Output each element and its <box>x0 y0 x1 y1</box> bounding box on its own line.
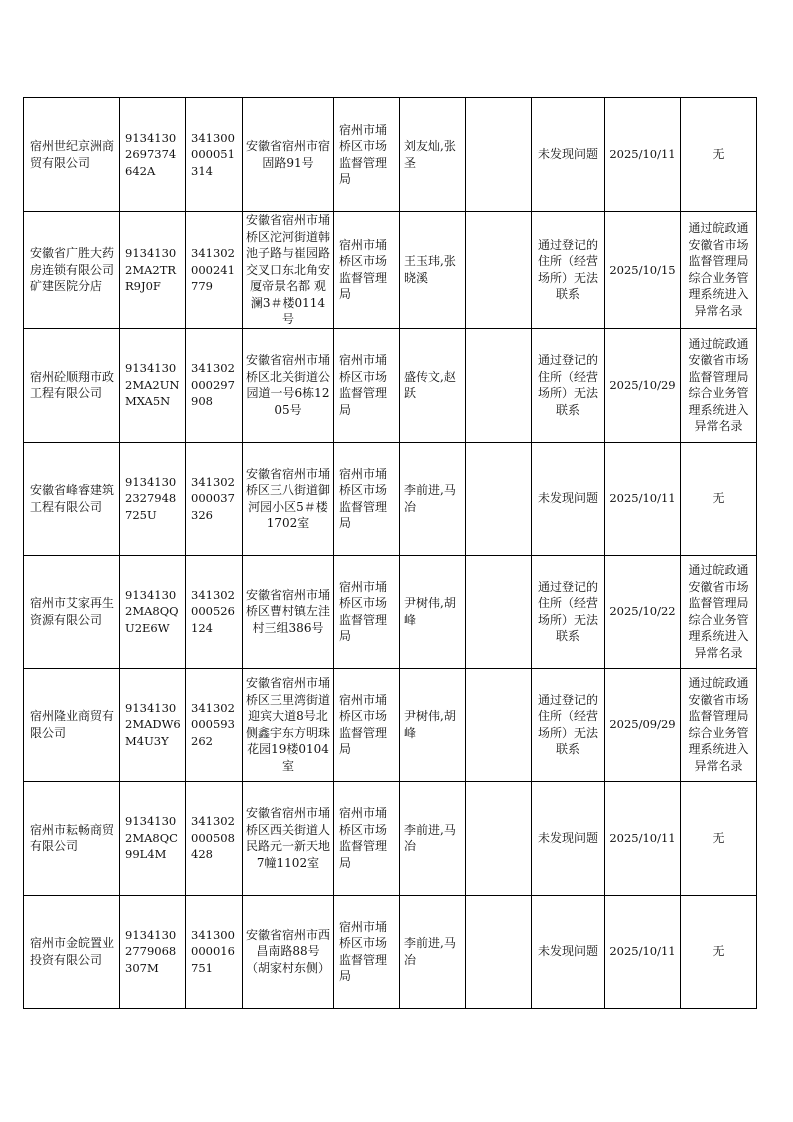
table-row <box>24 442 757 555</box>
empty-cell-cell <box>466 895 532 1008</box>
company-name-cell: 宿州市金皖置业投资有限公司 <box>24 895 120 1008</box>
credit-code-cell: 91341302MA2TRR9J0F <box>120 212 186 329</box>
company-name-cell: 安徽省峰睿建筑工程有限公司 <box>24 442 120 555</box>
authority-name-cell: 宿州市埇桥区市场监督管理局 <box>334 555 400 668</box>
inspection-date-cell: 2025/10/22 <box>605 555 681 668</box>
follow-up-action-cell: 通过皖政通安徽省市场监督管理局综合业务管理系统进入异常名录 <box>681 555 757 668</box>
registered-address-cell: 安徽省宿州市埇桥区三八街道御河园小区5＃楼1702室 <box>243 442 334 555</box>
credit-code-cell: 91341302697374642A <box>120 98 186 212</box>
inspection-date-cell: 2025/10/15 <box>605 212 681 329</box>
authority-name-cell: 宿州市埇桥区市场监督管理局 <box>334 328 400 442</box>
inspectors-cell: 王玉玮,张晓溪 <box>400 212 466 329</box>
follow-up-action-cell: 无 <box>681 442 757 555</box>
inspectors-cell: 李前进,马冶 <box>400 895 466 1008</box>
inspectors-cell: 李前进,马冶 <box>400 442 466 555</box>
authority-name-cell: 宿州市埇桥区市场监督管理局 <box>334 668 400 781</box>
registration-number-cell: 341302000526124 <box>186 555 243 668</box>
credit-code-cell: 91341302MA2UNMXA5N <box>120 328 186 442</box>
inspection-result-cell: 未发现问题 <box>532 781 605 895</box>
registered-address-cell: 安徽省宿州市埇桥区西关街道人民路元一新天地7幢1102室 <box>243 781 334 895</box>
registered-address-cell: 安徽省宿州市宿固路91号 <box>243 98 334 212</box>
credit-code-cell: 91341302MADW6M4U3Y <box>120 668 186 781</box>
follow-up-action-cell: 通过皖政通安徽省市场监督管理局综合业务管理系统进入异常名录 <box>681 328 757 442</box>
company-name-cell: 宿州砼顺翔市政工程有限公司 <box>24 328 120 442</box>
table-row <box>24 668 757 781</box>
authority-name-cell: 宿州市埇桥区市场监督管理局 <box>334 781 400 895</box>
authority-name-cell: 宿州市埇桥区市场监督管理局 <box>334 895 400 1008</box>
authority-name-cell: 宿州市埇桥区市场监督管理局 <box>334 212 400 329</box>
registered-address-cell: 安徽省宿州市埇桥区三里湾街道迎宾大道8号北侧鑫宇东方明珠花园19楼0104室 <box>243 668 334 781</box>
inspectors-cell: 尹树伟,胡峰 <box>400 555 466 668</box>
registered-address-cell: 安徽省宿州市埇桥区沱河街道韩池子路与崔园路交叉口东北角安厦帝景名都 观澜3＃楼0114号 <box>243 212 334 329</box>
inspection-date-cell: 2025/10/11 <box>605 781 681 895</box>
empty-cell-cell <box>466 781 532 895</box>
registered-address-cell: 安徽省宿州市西昌南路88号（胡家村东侧） <box>243 895 334 1008</box>
registration-number-cell: 341300000051314 <box>186 98 243 212</box>
table-row <box>24 98 757 212</box>
follow-up-action-cell: 无 <box>681 895 757 1008</box>
inspectors-cell: 盛传文,赵跃 <box>400 328 466 442</box>
follow-up-action-cell: 通过皖政通安徽省市场监督管理局综合业务管理系统进入异常名录 <box>681 212 757 329</box>
table-row <box>24 781 757 895</box>
empty-cell-cell <box>466 328 532 442</box>
company-name-cell: 安徽省广胜大药房连锁有限公司矿建医院分店 <box>24 212 120 329</box>
inspection-result-cell: 通过登记的住所（经营场所）无法联系 <box>532 212 605 329</box>
company-name-cell: 宿州隆业商贸有限公司 <box>24 668 120 781</box>
inspectors-cell: 尹树伟,胡峰 <box>400 668 466 781</box>
credit-code-cell: 91341302MA8QC99L4M <box>120 781 186 895</box>
inspection-result-cell: 通过登记的住所（经营场所）无法联系 <box>532 555 605 668</box>
company-name-cell: 宿州市耘畅商贸有限公司 <box>24 781 120 895</box>
inspectors-cell: 李前进,马冶 <box>400 781 466 895</box>
registration-number-cell: 341302000297908 <box>186 328 243 442</box>
authority-name-cell: 宿州市埇桥区市场监督管理局 <box>334 98 400 212</box>
table-row <box>24 555 757 668</box>
inspection-result-cell: 通过登记的住所（经营场所）无法联系 <box>532 668 605 781</box>
inspection-result-cell: 未发现问题 <box>532 442 605 555</box>
inspection-result-cell: 未发现问题 <box>532 895 605 1008</box>
follow-up-action-cell: 通过皖政通安徽省市场监督管理局综合业务管理系统进入异常名录 <box>681 668 757 781</box>
inspection-result-cell: 通过登记的住所（经营场所）无法联系 <box>532 328 605 442</box>
registration-number-cell: 341302000508428 <box>186 781 243 895</box>
authority-name-cell: 宿州市埇桥区市场监督管理局 <box>334 442 400 555</box>
credit-code-cell: 91341302779068307M <box>120 895 186 1008</box>
table-row <box>24 328 757 442</box>
inspection-results-table <box>23 97 757 1009</box>
registration-number-cell: 341300000016751 <box>186 895 243 1008</box>
empty-cell-cell <box>466 212 532 329</box>
empty-cell-cell <box>466 668 532 781</box>
registered-address-cell: 安徽省宿州市埇桥区北关街道公园道一号6栋1205号 <box>243 328 334 442</box>
credit-code-cell: 91341302MA8QQU2E6W <box>120 555 186 668</box>
empty-cell-cell <box>466 98 532 212</box>
inspectors-cell: 刘友灿,张圣 <box>400 98 466 212</box>
inspection-date-cell: 2025/10/11 <box>605 895 681 1008</box>
registration-number-cell: 341302000037326 <box>186 442 243 555</box>
table-row <box>24 895 757 1008</box>
table-row <box>24 212 757 329</box>
inspection-date-cell: 2025/09/29 <box>605 668 681 781</box>
inspection-date-cell: 2025/10/11 <box>605 98 681 212</box>
follow-up-action-cell: 无 <box>681 98 757 212</box>
empty-cell-cell <box>466 442 532 555</box>
company-name-cell: 宿州市艾家再生资源有限公司 <box>24 555 120 668</box>
credit-code-cell: 91341302327948725U <box>120 442 186 555</box>
inspection-result-cell: 未发现问题 <box>532 98 605 212</box>
registration-number-cell: 341302000593262 <box>186 668 243 781</box>
registered-address-cell: 安徽省宿州市埇桥区曹村镇左洼村三组386号 <box>243 555 334 668</box>
inspection-date-cell: 2025/10/11 <box>605 442 681 555</box>
inspection-date-cell: 2025/10/29 <box>605 328 681 442</box>
company-name-cell: 宿州世纪京洲商贸有限公司 <box>24 98 120 212</box>
registration-number-cell: 341302000241779 <box>186 212 243 329</box>
follow-up-action-cell: 无 <box>681 781 757 895</box>
empty-cell-cell <box>466 555 532 668</box>
